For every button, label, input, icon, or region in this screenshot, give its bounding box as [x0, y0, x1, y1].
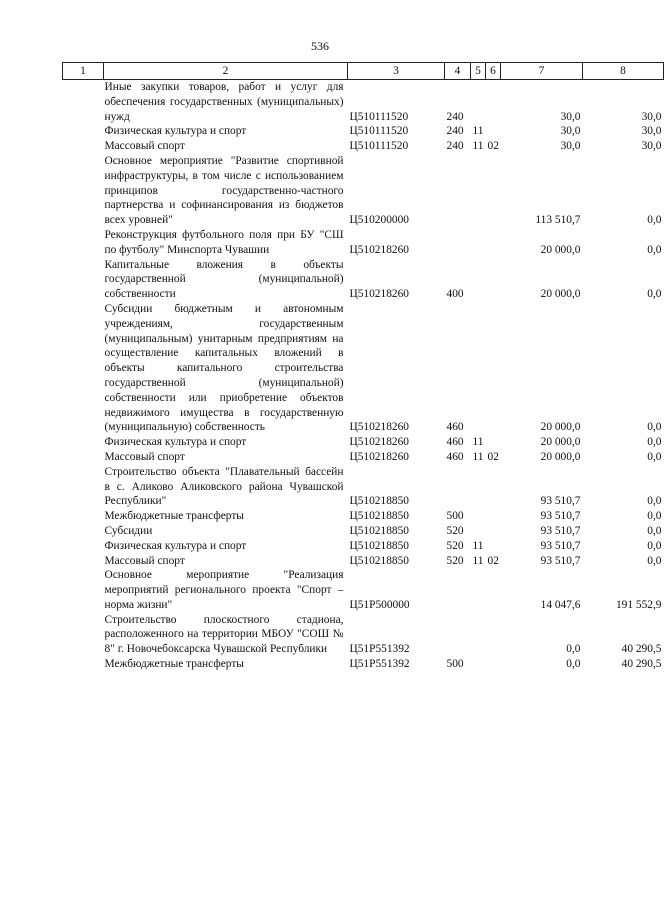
section-code	[471, 258, 486, 302]
amount-column-7: 20 000,0	[540, 421, 581, 434]
table-row	[63, 435, 664, 450]
table-row	[63, 613, 664, 657]
amount-column-8: 0,0	[647, 524, 662, 537]
amount-column-7: 0,0	[566, 658, 581, 671]
amount-column-7: 93 510,7	[540, 495, 581, 508]
table-header	[63, 63, 664, 80]
subsection-code	[486, 657, 501, 672]
amount-column-7: 20 000,0	[540, 243, 581, 256]
amount-column-8: 0,0	[647, 450, 662, 463]
amount-column-8: 0,0	[647, 554, 662, 567]
section-code	[471, 465, 486, 509]
subsection-code	[486, 228, 501, 258]
expense-type-code: 460	[446, 450, 464, 463]
item-name: Межбюджетные трансферты	[104, 658, 244, 671]
subsection-code	[486, 568, 501, 612]
subsection-code	[486, 124, 501, 139]
section-code: 11	[472, 125, 484, 138]
target-article-code: Ц510111520	[349, 110, 409, 123]
column-number: 3	[348, 63, 445, 80]
item-name: Массовый спорт	[104, 554, 185, 567]
amount-column-7: 20 000,0	[540, 288, 581, 301]
section-code	[471, 228, 486, 258]
subsection-code: 02	[487, 140, 499, 153]
amount-column-7: 93 510,7	[540, 539, 581, 552]
target-article-code: Ц51P551392	[349, 658, 410, 671]
section-code: 11	[472, 450, 484, 463]
expense-type-code: 460	[446, 436, 464, 449]
amount-column-8: 30,0	[641, 140, 662, 153]
amount-column-7: 30,0	[560, 125, 581, 138]
target-article-code: Ц510218850	[349, 539, 409, 552]
subsection-code	[486, 435, 501, 450]
amount-column-7: 113 510,7	[535, 214, 581, 227]
amount-column-7: 20 000,0	[540, 436, 581, 449]
amount-column-8: 0,0	[647, 436, 662, 449]
amount-column-8: 0,0	[647, 421, 662, 434]
expense-type-code: 520	[446, 554, 464, 567]
item-name: Капитальные вложения в объекты государственной (муниципальной) собственности	[104, 258, 344, 301]
amount-column-8: 30,0	[641, 110, 662, 123]
subsection-code	[486, 509, 501, 524]
section-code	[471, 568, 486, 612]
amount-column-8: 40 290,5	[621, 643, 662, 656]
expense-type-code	[445, 154, 471, 228]
table-row	[63, 124, 664, 139]
table-row	[63, 302, 664, 435]
section-code: 11	[472, 539, 484, 552]
item-name: Иные закупки товаров, работ и услуг для обеспечения государственных (муниципальных) нужд	[104, 81, 344, 123]
expense-type-code: 240	[446, 125, 464, 138]
amount-column-8: 0,0	[647, 288, 662, 301]
column-number: 4	[445, 63, 471, 80]
item-name: Субсидии	[104, 524, 153, 537]
item-name: Основное мероприятие "Реализация мероприятий регионального проекта "Спорт – норма жизни"	[104, 569, 344, 611]
expense-type-code: 240	[446, 140, 464, 153]
target-article-code: Ц510200000	[349, 214, 409, 227]
section-code	[471, 80, 486, 125]
section-code	[471, 613, 486, 657]
expense-type-code: 500	[446, 658, 464, 671]
target-article-code: Ц510218850	[349, 524, 409, 537]
subsection-code	[486, 302, 501, 435]
column-number: 7	[501, 63, 583, 80]
expense-type-code: 520	[446, 539, 464, 552]
target-article-code: Ц51P500000	[349, 598, 410, 611]
expense-type-code	[445, 228, 471, 258]
table-row	[63, 465, 664, 509]
table-row	[63, 154, 664, 228]
section-code	[471, 509, 486, 524]
table-body	[63, 80, 664, 672]
section-code	[471, 302, 486, 435]
subsection-code	[486, 465, 501, 509]
table-row	[63, 80, 664, 125]
item-name: Строительство плоскостного стадиона, расположенного на территории МБОУ "СОШ № 8" г. Новочебоксарска Чувашской Республики	[104, 613, 344, 656]
amount-column-8: 191 552,9	[615, 598, 662, 611]
expense-type-code	[445, 613, 471, 657]
item-name: Реконструкция футбольного поля при БУ "СШ по футболу" Минспорта Чувашии	[104, 228, 344, 256]
subsection-code: 02	[487, 554, 499, 567]
item-name: Физическая культура и спорт	[104, 539, 247, 552]
subsection-code: 02	[487, 450, 499, 463]
amount-column-7: 0,0	[566, 643, 581, 656]
item-name: Массовый спорт	[104, 450, 185, 463]
amount-column-7: 93 510,7	[540, 524, 581, 537]
expense-type-code: 460	[446, 421, 464, 434]
target-article-code: Ц510218260	[349, 288, 409, 301]
item-name: Физическая культура и спорт	[104, 436, 247, 449]
amount-column-8: 0,0	[647, 214, 662, 227]
amount-column-8: 30,0	[641, 125, 662, 138]
section-code	[471, 154, 486, 228]
table-row	[63, 258, 664, 302]
section-code: 11	[472, 436, 484, 449]
column-number: 6	[486, 63, 501, 80]
amount-column-7: 30,0	[560, 140, 581, 153]
table-row	[63, 524, 664, 539]
expense-type-code	[445, 568, 471, 612]
table-row	[63, 568, 664, 612]
target-article-code: Ц510218260	[349, 243, 409, 256]
amount-column-8: 0,0	[647, 495, 662, 508]
expense-type-code: 240	[446, 110, 464, 123]
amount-column-8: 0,0	[647, 510, 662, 523]
expense-type-code	[445, 465, 471, 509]
expense-type-code: 400	[446, 288, 464, 301]
column-number: 8	[583, 63, 664, 80]
target-article-code: Ц51P551392	[349, 643, 410, 656]
item-name: Межбюджетные трансферты	[104, 510, 244, 523]
target-article-code: Ц510218260	[349, 421, 409, 434]
table-row	[63, 509, 664, 524]
target-article-code: Ц510218260	[349, 450, 409, 463]
column-number: 2	[104, 63, 348, 80]
amount-column-7: 30,0	[560, 110, 581, 123]
item-name: Массовый спорт	[104, 140, 185, 153]
amount-column-7: 93 510,7	[540, 554, 581, 567]
target-article-code: Ц510218260	[349, 436, 409, 449]
table-row	[63, 554, 664, 569]
subsection-code	[486, 613, 501, 657]
amount-column-8: 40 290,5	[621, 658, 662, 671]
target-article-code: Ц510111520	[349, 125, 409, 138]
section-code: 11	[472, 554, 484, 567]
target-article-code: Ц510218850	[349, 510, 409, 523]
target-article-code: Ц510218850	[349, 495, 409, 508]
section-code: 11	[472, 140, 484, 153]
item-name: Субсидии бюджетным и автономным учреждениям, государственным (муниципальным) унитарным предприятиям на осуществление капитальных вложений в объекты капитального строительства государственной (муниципальной) собственности или приобретение объектов недвижимого имущества в государственную (муниципальную) собственность	[104, 302, 344, 434]
budget-table	[62, 62, 664, 672]
column-number: 1	[63, 63, 104, 80]
subsection-code	[486, 258, 501, 302]
target-article-code: Ц510218850	[349, 554, 409, 567]
section-code	[471, 524, 486, 539]
table-row	[63, 539, 664, 554]
subsection-code	[486, 154, 501, 228]
item-name: Строительство объекта "Плавательный бассейн в с. Аликово Аликовского района Чувашской Республики"	[104, 465, 344, 508]
column-number: 5	[471, 63, 486, 80]
table-row	[63, 228, 664, 258]
table-row	[63, 657, 664, 672]
amount-column-8: 0,0	[647, 539, 662, 552]
item-name: Физическая культура и спорт	[104, 125, 247, 138]
table-row	[63, 139, 664, 154]
item-name: Основное мероприятие "Развитие спортивной инфраструктуры, в том числе с использованием принципов государственно-частного партнерства и софинансирования из бюджетов всех уровней"	[104, 154, 344, 227]
amount-column-7: 14 047,6	[540, 598, 581, 611]
section-code	[471, 657, 486, 672]
amount-column-8: 0,0	[647, 243, 662, 256]
target-article-code: Ц510111520	[349, 140, 409, 153]
expense-type-code: 500	[446, 510, 464, 523]
table-row	[63, 450, 664, 465]
subsection-code	[486, 524, 501, 539]
amount-column-7: 93 510,7	[540, 510, 581, 523]
column-number-row	[63, 63, 664, 80]
expense-type-code: 520	[446, 524, 464, 537]
page-number: 536	[311, 39, 329, 53]
amount-column-7: 20 000,0	[540, 450, 581, 463]
subsection-code	[486, 80, 501, 125]
subsection-code	[486, 539, 501, 554]
